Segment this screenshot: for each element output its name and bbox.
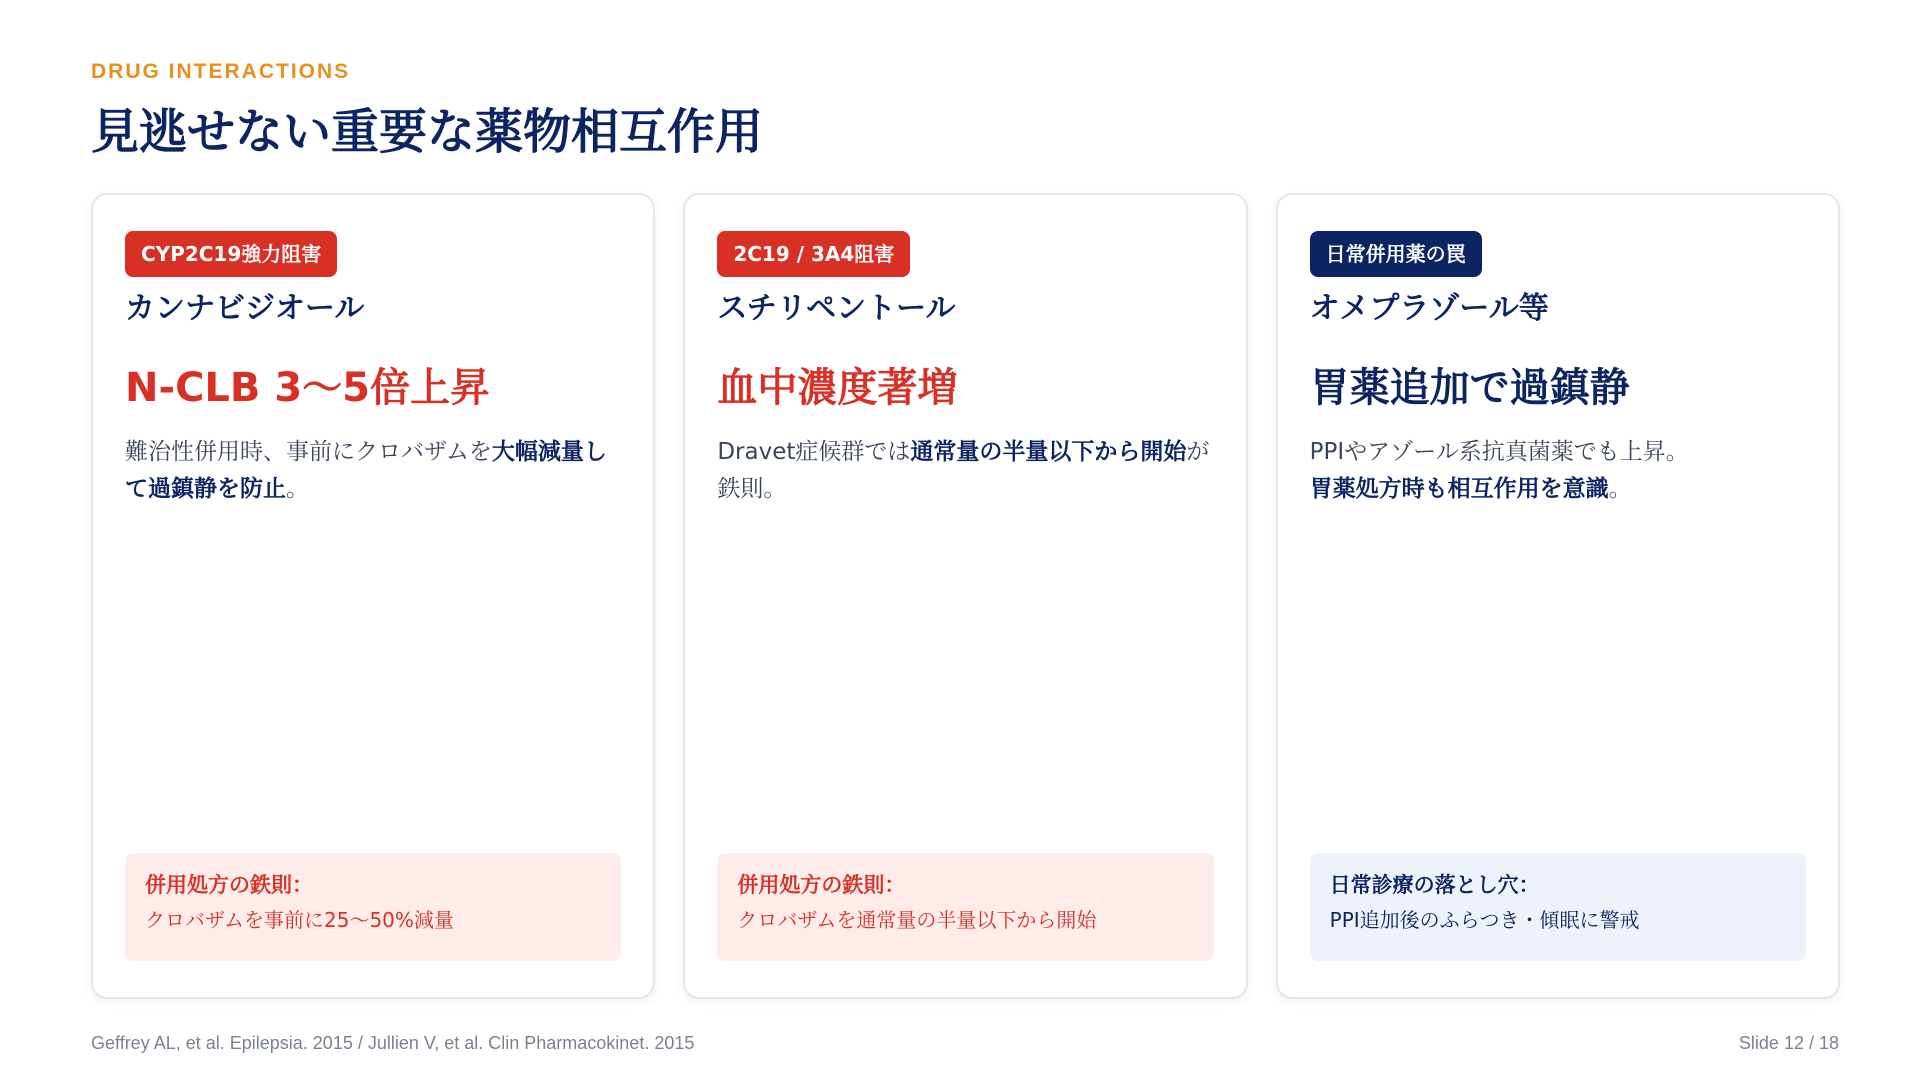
desc-emphasis: 通常量の半量以下から開始 bbox=[910, 439, 1187, 465]
card-badge: CYP2C19強力阻害 bbox=[125, 231, 337, 277]
card-callout bbox=[717, 853, 1213, 961]
card-badge: 2C19 / 3A4阻害 bbox=[717, 231, 910, 277]
callout-title: 併用処方の鉄則： bbox=[737, 873, 906, 897]
card-stiripentol bbox=[683, 193, 1247, 999]
footer-reference: Geffrey AL, et al. Epilepsia. 2015 / Jullien V, et al. Clin Pharmacokinet. 2015 bbox=[91, 1033, 695, 1053]
desc-text-end: 。 bbox=[1608, 475, 1632, 502]
desc-emphasis: 胃薬処方時も相互作用を意識 bbox=[1309, 475, 1609, 502]
slide-number: Slide 12 / 18 bbox=[1738, 1033, 1839, 1053]
card-drug-name: スチリペントール bbox=[717, 291, 956, 326]
desc-text-end: 。 bbox=[286, 475, 309, 502]
card-headline: 血中濃度著増 bbox=[717, 365, 958, 411]
card-drug-name: オメプラゾール等 bbox=[1309, 291, 1549, 326]
card-description bbox=[1310, 434, 1806, 508]
card-description bbox=[717, 434, 1213, 508]
callout-text: クロバザムを事前に25〜50%減量 bbox=[145, 908, 454, 933]
card-row bbox=[91, 193, 1840, 999]
card-headline: N-CLB 3〜5倍上昇 bbox=[125, 365, 490, 411]
callout-title: 併用処方の鉄則： bbox=[145, 873, 313, 897]
eyebrow-label: DRUG INTERACTIONS bbox=[91, 60, 351, 83]
card-omeprazole bbox=[1276, 193, 1840, 999]
card-headline: 胃薬追加で過鎮静 bbox=[1309, 365, 1630, 411]
callout-text: PPI追加後のふらつき・傾眠に警戒 bbox=[1329, 908, 1640, 933]
slide-title: 見逃せない重要な薬物相互作用 bbox=[91, 104, 764, 160]
card-callout bbox=[125, 853, 621, 961]
desc-text-end: が鉄則。 bbox=[717, 439, 1210, 502]
card-description bbox=[125, 434, 621, 508]
desc-text: 難治性併用時、事前にクロバザムを bbox=[125, 439, 492, 465]
desc-text: Dravet症候群では bbox=[717, 439, 911, 465]
card-cannabidiol bbox=[91, 193, 655, 999]
card-drug-name: カンナビジオール bbox=[125, 291, 365, 326]
card-callout bbox=[1310, 853, 1806, 961]
card-badge: 日常併用薬の罠 bbox=[1310, 231, 1482, 277]
desc-text: PPIやアゾール系抗真菌薬でも上昇。 bbox=[1309, 439, 1689, 465]
callout-text: クロバザムを通常量の半量以下から開始 bbox=[737, 908, 1097, 933]
desc-emphasis: 大幅減量して過鎮静を防止 bbox=[125, 439, 607, 502]
callout-title: 日常診療の落とし穴： bbox=[1329, 873, 1540, 897]
